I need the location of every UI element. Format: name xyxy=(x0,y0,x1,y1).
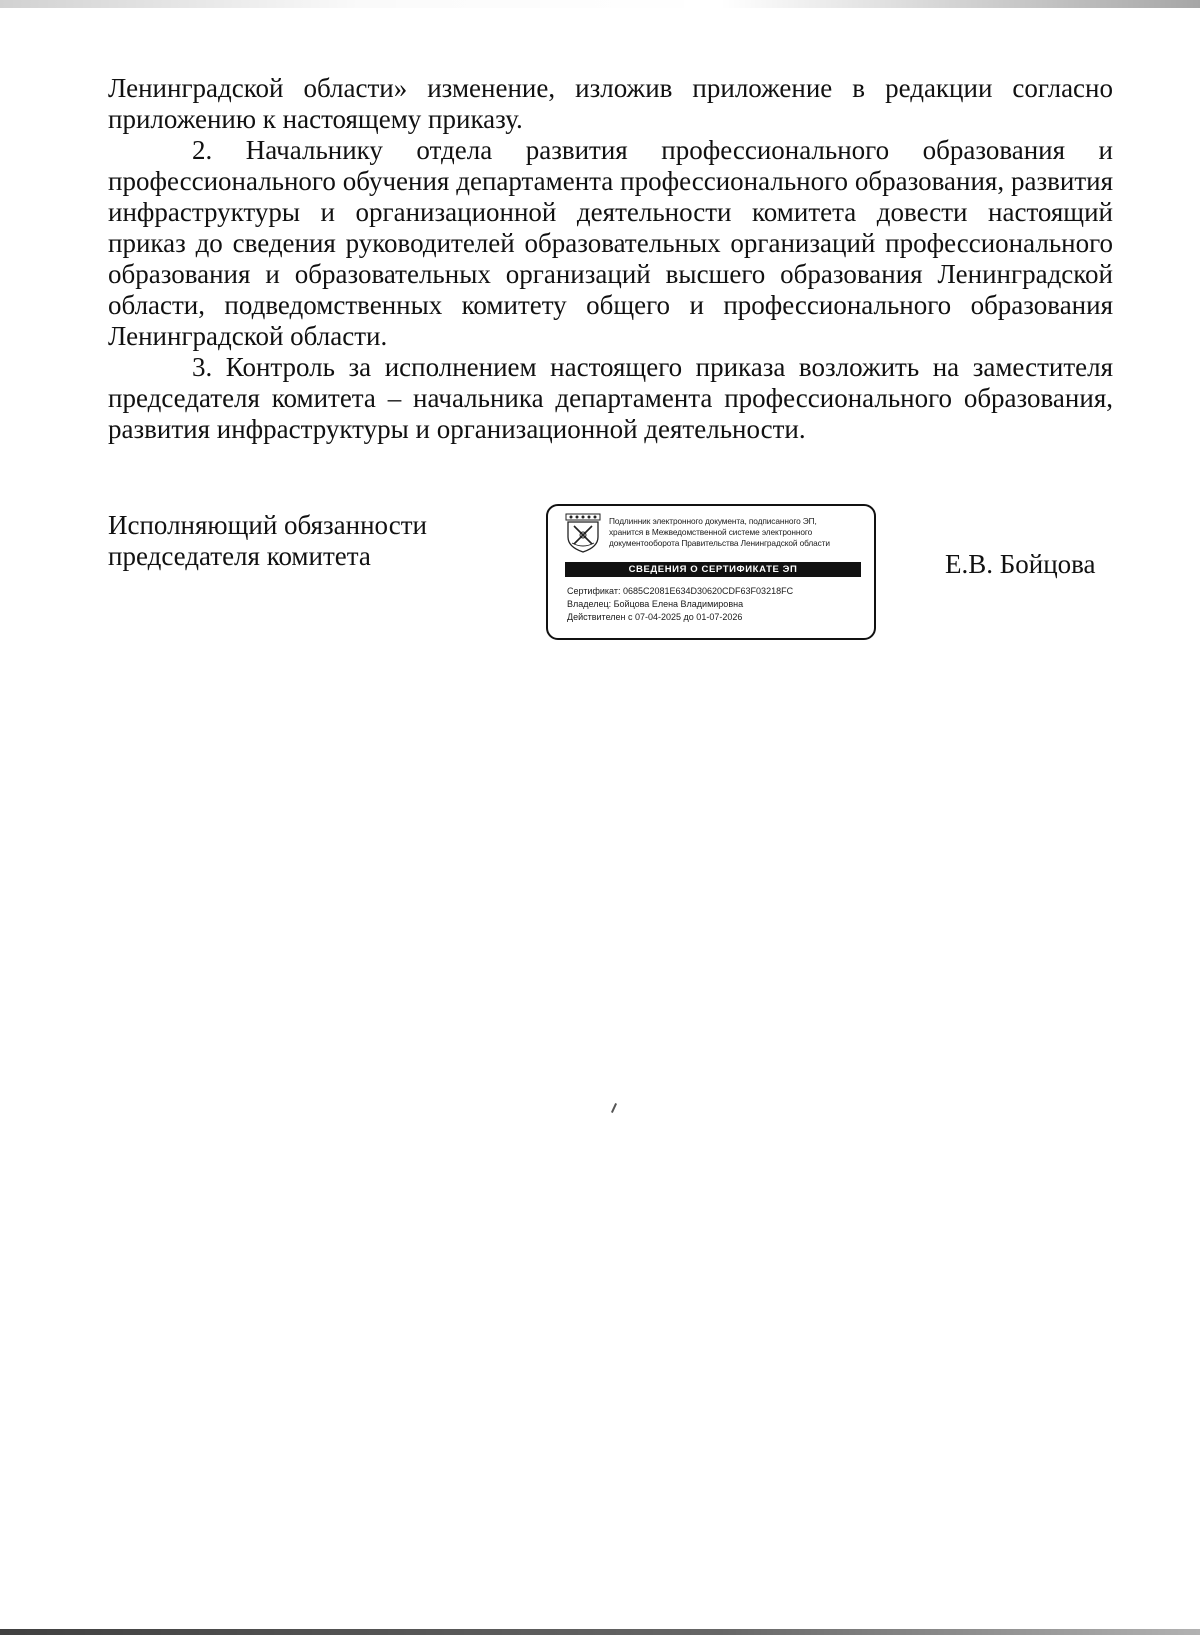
scan-edge-bottom xyxy=(0,1629,1200,1635)
signer-name: Е.В. Бойцова xyxy=(945,549,1096,579)
stamp-certificate-owner: Владелец: Бойцова Елена Владимировна xyxy=(567,599,744,609)
stamp-header-line-2: хранится в Межведомственной системе электронного xyxy=(609,527,813,537)
paragraph-continuation: Ленинградской области» изменение, изложив приложение в редакции согласно приложению к настоящему приказу. xyxy=(108,73,1113,134)
paragraph-item-2: 2. Начальнику отдела развития профессионального образования и профессионального обучения департамента профессионального образования, развития инфраструктуры и организационной деятельности комитета довести настоящий приказ до сведения руководителей образовательных организаций профессионального образования и образовательных организаций высшего образования Ленинградской области, подведомственных комитету общего и профессионального образования Ленинградской области. xyxy=(108,135,1113,351)
stamp-certificate-details xyxy=(567,585,867,624)
scan-artifact-mark xyxy=(611,1103,617,1113)
scan-edge-top xyxy=(0,0,1200,8)
electronic-signature-stamp xyxy=(546,504,876,640)
signer-position-line-1: Исполняющий обязанности xyxy=(108,510,427,540)
paragraph-item-3: 3. Контроль за исполнением настоящего приказа возложить на заместителя председателя комитета – начальника департамента профессионального образования, развития инфраструктуры и организационной деятельности. xyxy=(108,352,1113,444)
signer-position-line-2: председателя комитета xyxy=(108,541,371,571)
signer-position xyxy=(108,510,508,572)
stamp-header-text xyxy=(609,516,871,549)
stamp-header-line-1: Подлинник электронного документа, подписанного ЭП, xyxy=(609,516,817,526)
stamp-header-line-3: документооборота Правительства Ленинградской области xyxy=(609,538,830,548)
order-body-text xyxy=(108,73,1113,445)
stamp-certificate-band: СВЕДЕНИЯ О СЕРТИФИКАТЕ ЭП xyxy=(565,562,861,577)
coat-of-arms-icon xyxy=(565,513,601,553)
stamp-certificate-validity: Действителен с 07-04-2025 до 01-07-2026 xyxy=(567,612,743,622)
stamp-certificate-number: Сертификат: 0685C2081E634D30620CDF63F03218FC xyxy=(567,586,794,596)
